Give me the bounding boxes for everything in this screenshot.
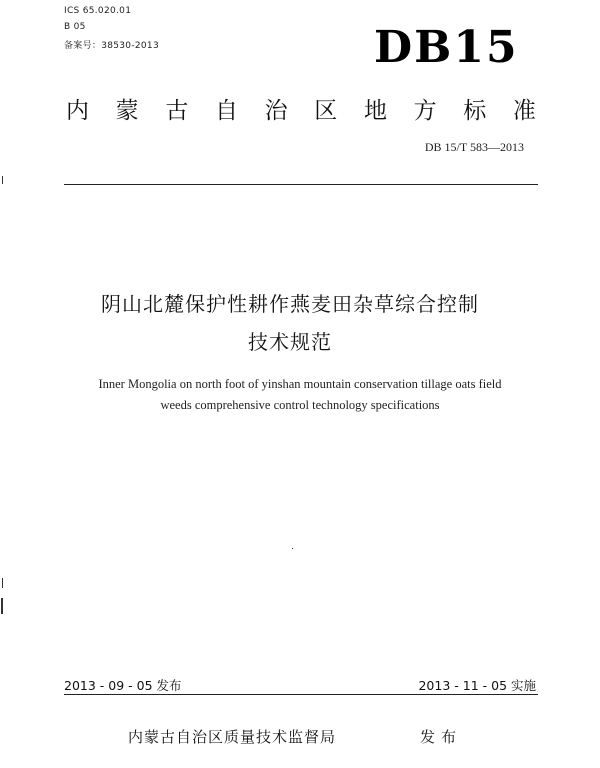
title-chinese-line-1: 阴山北麓保护性耕作燕麦田杂草综合控制: [101, 292, 479, 316]
standard-type-char: 准: [512, 98, 536, 124]
issue-label: 发布: [420, 728, 463, 746]
scan-speck: [1, 598, 3, 614]
standard-type-title: [66, 92, 536, 125]
implement-date: 2013 - 11 - 05 实施: [418, 678, 536, 693]
standard-type-char: 古: [165, 98, 189, 124]
scan-speck: [2, 176, 3, 184]
footer-divider: [64, 694, 538, 695]
standard-number: DB 15/T 583—2013: [424, 140, 524, 154]
title-chinese-line-2: 技术规范: [248, 330, 332, 354]
standard-type-char: 区: [314, 98, 338, 124]
standard-type-char: 治: [264, 98, 288, 124]
classification-code: B 05: [64, 22, 86, 32]
standard-type-char: 标: [463, 98, 487, 124]
standard-type-char: 地: [363, 98, 387, 124]
standard-type-char: 内: [66, 98, 89, 124]
record-number: 备案号：38530-2013: [64, 41, 159, 51]
issuing-authority: 内蒙古自治区质量技术监督局: [128, 728, 337, 746]
header-divider: [64, 184, 538, 185]
standard-type-char: 自: [214, 98, 238, 124]
scan-speck: [2, 578, 3, 588]
title-english-line-2: weeds comprehensive control technology specifications: [160, 398, 440, 412]
db15-logo: DB15: [374, 22, 519, 73]
standard-type-char: 蒙: [115, 98, 139, 124]
title-english-line-1: Inner Mongolia on north foot of yinshan mountain conservation tillage oats field: [98, 377, 502, 391]
scan-speck: [292, 548, 293, 549]
publish-date: 2013 - 09 - 05 发布: [64, 678, 182, 693]
standard-type-char: 方: [413, 98, 437, 124]
ics-code: ICS 65.020.01: [64, 6, 132, 16]
